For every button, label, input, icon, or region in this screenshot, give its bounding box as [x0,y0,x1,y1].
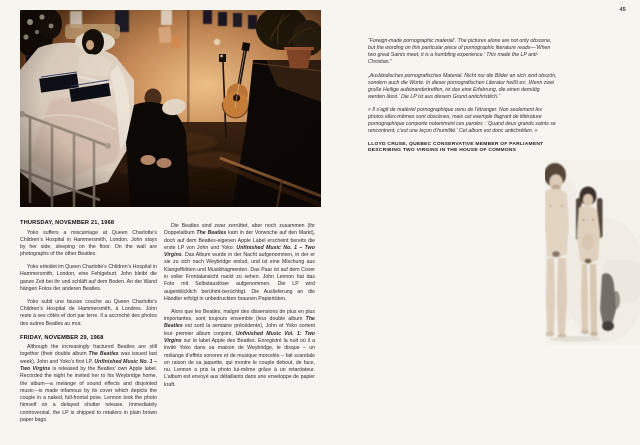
two-virgins-illustration [545,160,640,345]
quote-attribution [368,142,558,155]
attribution-line2: DESCRIBING TWO VIRGINS IN THE HOUSE OF COMMONS [368,148,517,154]
vignette [20,10,321,207]
quote-block [368,38,558,155]
thursday-paragraph-de: Yoko erleidet im Queen Charlotte’s Children’s Hospital in Hammersmith, London, eine Fehlgeburt. John bleibt die ganze Zeit bei ihr und schläft auf dem Boden. An der Wand hängen Fotos der anderen Beatles. [20,264,157,293]
hospital-room-photo [20,10,321,207]
two-virgins-photo [545,160,640,345]
friday-paragraph-en: Although the increasingly fractured Beatles are still together (their double album The Beatles was issued last week), John and Yoko’s first LP, Unfinished Music No. 1 – Two Virgins is released by the Beatles’ own Apple label. Recorded the night he invited her to his Weybridge home, the album—a melange of sound effects and disjointed music—is made infamous by its cover which depicts the couple in a naked, full-frontal pose. Lennon took the photo himself on a delayed shutter release. Immediately controversial, the LP is shipped to retailers in plain brown paper bags. [20,344,158,424]
quote-fr: « Il s’agit de matériel pornographique venu de l’étranger. Non seulement les photos elles-mêmes sont obscènes, mais cet exemple flagrant de littérature pornographique comporte notamment ces paroles : ‘Quand deux grands saints se rencontrent, c’est une leçon d’humilité.’ Cet album est donc antichrétien. » [368,107,556,134]
left-column [20,219,157,430]
page-number: 45 [619,7,626,13]
entry-heading-thursday: THURSDAY, NOVEMBER 21, 1968 [20,220,115,226]
quote-de: „Ausländisches pornografisches Material. Nicht nur die Bilder an sich sind obszön, sondern auch die Worte. In dieser pornografischen Literatur heißt es: ‚Wenn zwei große Heilige aufeinandertreffen, ist das eine Erfahrung, die einen demütig werden lässt.‘ Die LP ist aus diesem Grund antichristlich.“ [368,72,557,100]
middle-column [164,223,315,395]
thursday-paragraph-en: Yoko suffers a miscarriage at Queen Charlotte’s Children’s Hospital in Hammersmith, London. John stays by her side, sleeping on the floor. On the wall are photographs of the other Beatles. [20,229,157,258]
attribution-line1: LLOYD CRUSE, QUEBEC CONSERVATIVE MEMBER OF PARLIAMENT [368,141,544,147]
quote-en: “Foreign-made pornographic material’. The pictures alone are not only obscene, but the wording on this particular piece of pornographic literature reads—‘When two great Saints meet, it is a humbling experience.’ This made the LP anti-Christian.” [368,38,552,65]
entry-heading-friday: FRIDAY, NOVEMBER 29, 1968 [20,334,104,341]
thursday-paragraph-fr: Yoko subit une fausse couche au Queen Charlotte’s Children’s Hospital de Hammersmith, à Londres. John reste à ses côtés et dort par terre. Il a accroché des photos des autres Beatles au mur. [20,298,157,327]
hospital-room-illustration [20,10,321,207]
friday-paragraph-de: Die Beatles sind zwar zerrüttet, aber noch zusammen (ihr Doppelalbum The Beatles kam in der Vorwoche auf den Markt), doch auf dem Beatles-eigenen Apple Label erscheint bereits die erste LP von John und Yoko: Unfinished Music No. 1 – Two Virgins. Das Album wurde in der Nacht aufgenommen, in der er sie zu sich nach Weybridge einlud, und ist eine Mischung aus Klangeffekten und Musikfragmenten. Das Paar ist auf dem Cover in voller Frontalansicht nackt zu sehen. John Lennon hat das Foto mit Selbstauslöser aufgenommen. Die LP wird augenblicklich berühmt-berüchtigt. Die Auslieferung an die Händler erfolgt in unbedruckten braunen Papiertüten. [164,223,315,302]
friday-paragraph-fr: Alors que les Beatles, malgré des dissensions de plus en plus importantes, sont toujours ensemble (leur double album The Beatles est sorti la semaine précédente), John et Yoko sortent leur premier album conjoint, Unfinished Music Vol. 1: Two Virgins sur le label Apple des Beatles. Enregistré la nuit où il a invité Yoko dans sa maison de Weybridge, le disque – un mélange d’effets sonores et de musique morcelés – fait scandale en raison de sa jaquette, qui montre le couple debout, de face, nu. Lennon a pris la photo lui-même grâce à un retardateur. L’album est envoyé aux détaillants dans une enveloppe de papier kraft. [164,308,316,388]
ground-shadow [549,336,601,342]
